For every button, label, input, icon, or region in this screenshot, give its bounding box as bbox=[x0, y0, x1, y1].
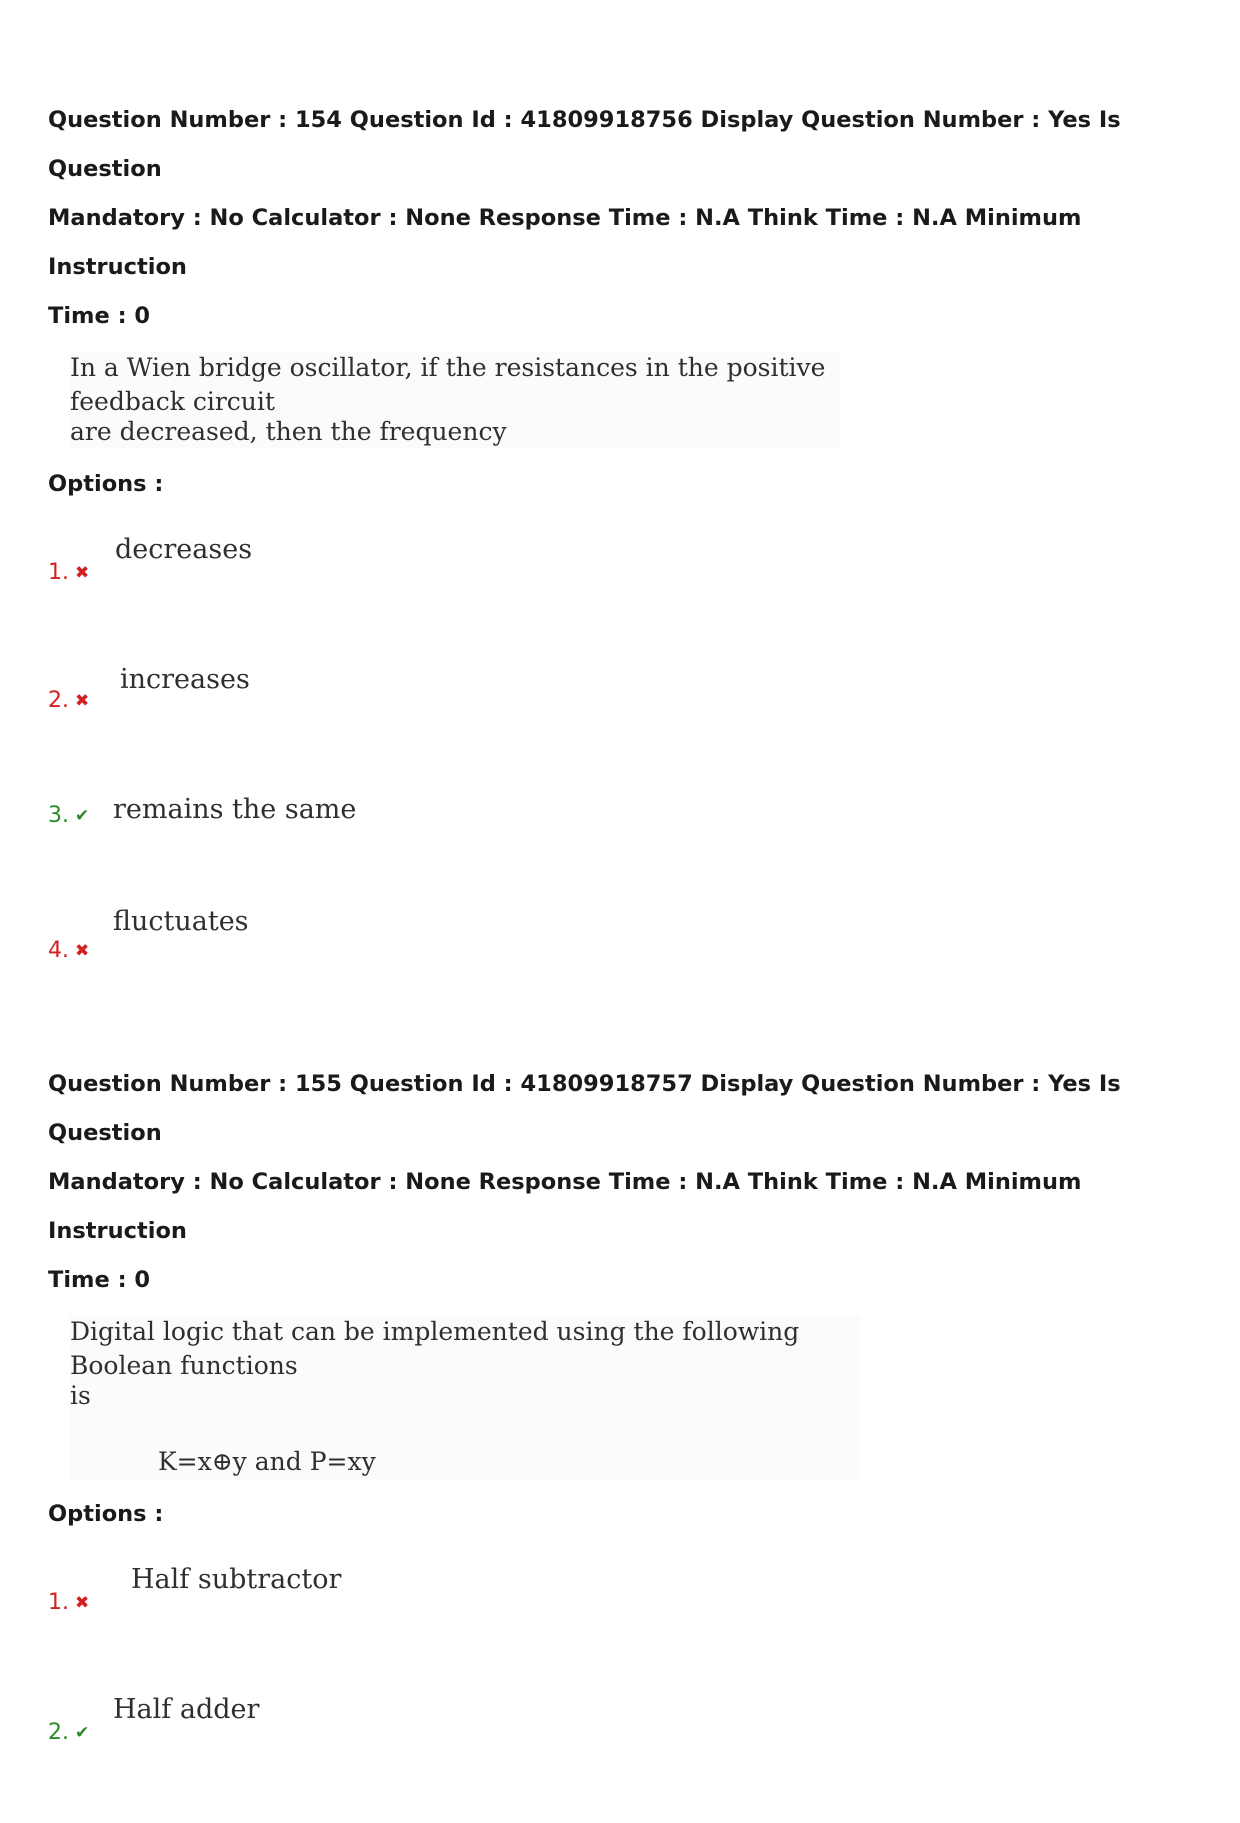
option-1 bbox=[48, 533, 1208, 663]
option-text: Half subtractor bbox=[131, 1564, 342, 1595]
cross-icon: ✖ bbox=[75, 563, 90, 583]
question-text-line: Digital logic that can be implemented using the following Boolean functions bbox=[70, 1317, 800, 1380]
options-label: Options : bbox=[48, 1501, 164, 1527]
question-text-line: is bbox=[70, 1381, 91, 1410]
option-number: 1. ✖ bbox=[48, 1590, 90, 1615]
question-text bbox=[70, 1315, 860, 1479]
question-text bbox=[70, 351, 840, 449]
question-meta bbox=[48, 1060, 1208, 1305]
option-text: decreases bbox=[115, 534, 253, 565]
question-meta-line-3: Time : 0 bbox=[48, 1267, 151, 1293]
option-4 bbox=[48, 905, 1208, 1035]
question-meta-line-2: Mandatory : No Calculator : None Response Time : N.A Think Time : N.A Minimum Instruction bbox=[48, 205, 1082, 280]
question-meta-line-1: Question Number : 155 Question Id : 41809918757 Display Question Number : Yes Is Question bbox=[48, 1071, 1121, 1146]
option-text: increases bbox=[120, 664, 250, 695]
options-label: Options : bbox=[48, 471, 164, 497]
option-number: 2. ✔ bbox=[48, 1720, 90, 1745]
question-meta-line-1: Question Number : 154 Question Id : 41809918756 Display Question Number : Yes Is Question bbox=[48, 107, 1121, 182]
option-number: 3. ✔ bbox=[48, 803, 90, 828]
check-icon: ✔ bbox=[75, 806, 90, 826]
options-list bbox=[48, 1563, 1208, 1823]
question-meta-line-3: Time : 0 bbox=[48, 303, 151, 329]
cross-icon: ✖ bbox=[75, 941, 90, 961]
option-text: remains the same bbox=[113, 794, 357, 825]
question-155 bbox=[48, 1060, 1208, 1823]
option-1 bbox=[48, 1563, 1208, 1693]
option-number: 4. ✖ bbox=[48, 938, 90, 963]
cross-icon: ✖ bbox=[75, 1593, 90, 1613]
option-text: fluctuates bbox=[113, 906, 249, 937]
options-list bbox=[48, 533, 1208, 1035]
check-icon: ✔ bbox=[75, 1723, 90, 1743]
question-text-line: In a Wien bridge oscillator, if the resistances in the positive feedback circuit bbox=[70, 353, 826, 416]
boolean-expression: K=x⊕y and P=xy bbox=[158, 1447, 376, 1476]
question-meta bbox=[48, 96, 1208, 341]
option-2 bbox=[48, 663, 1208, 793]
question-meta-line-2: Mandatory : No Calculator : None Response Time : N.A Think Time : N.A Minimum Instruction bbox=[48, 1169, 1082, 1244]
option-text: Half adder bbox=[113, 1694, 260, 1725]
option-3 bbox=[48, 793, 1208, 905]
cross-icon: ✖ bbox=[75, 691, 90, 711]
question-154 bbox=[48, 96, 1208, 1035]
question-text-line: are decreased, then the frequency bbox=[70, 417, 507, 446]
option-2 bbox=[48, 1693, 1208, 1823]
option-number: 2. ✖ bbox=[48, 688, 90, 713]
option-number: 1. ✖ bbox=[48, 560, 90, 585]
